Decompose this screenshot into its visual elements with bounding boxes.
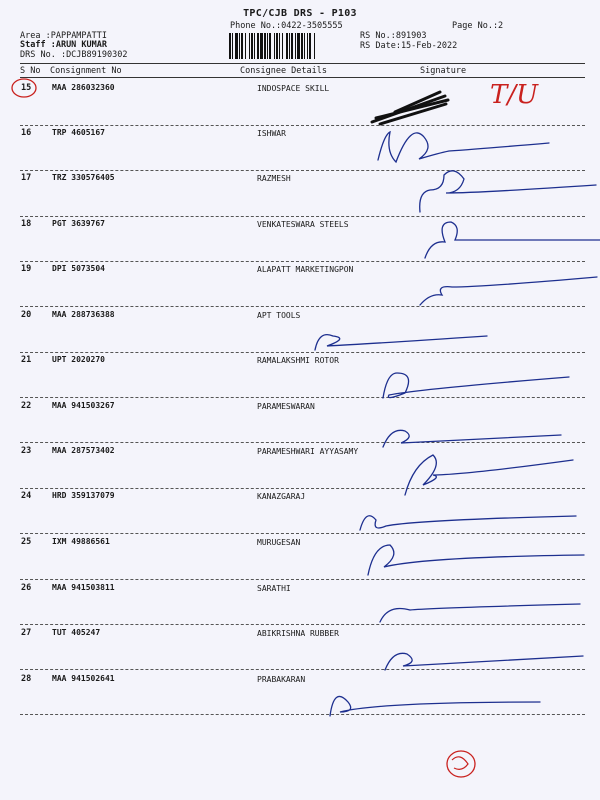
row-sno: 27 — [21, 628, 32, 638]
row-consignment: MAA 941502641 — [52, 674, 115, 683]
row-consignment: IXM 49886561 — [52, 537, 110, 546]
column-consignment: Consignment No — [50, 66, 122, 76]
phone-number: Phone No.:0422-3505555 — [230, 21, 343, 31]
row-consignee: ABIKRISHNA RUBBER — [257, 629, 339, 638]
row-sno: 26 — [21, 583, 32, 593]
rs-number: RS No.:891903 — [360, 31, 427, 41]
handwritten-tu-mark: T/U — [490, 80, 539, 110]
row-consignment: MAA 941503811 — [52, 583, 115, 592]
row-sno: 15 — [21, 83, 32, 93]
row-consignee: MURUGESAN — [257, 538, 301, 547]
row-sno: 17 — [21, 173, 32, 183]
area-label: Area : — [20, 31, 51, 41]
row-sno: 23 — [21, 446, 32, 456]
row-consignee: KANAZGARAJ — [257, 492, 306, 501]
row-sno: 28 — [21, 674, 32, 684]
staff-value: ARUN KUMAR — [55, 40, 108, 50]
row-consignment: MAA 286032360 — [52, 83, 115, 92]
column-signature: Signature — [420, 66, 467, 76]
row-consignee: RAZMESH — [257, 174, 291, 183]
row-sno: 16 — [21, 128, 32, 138]
row-consignee: ALAPATT MARKETINGPON — [257, 265, 354, 274]
drs-label: DRS No. : — [20, 50, 67, 60]
row-consignee: SARATHI — [257, 584, 291, 593]
row-consignment: TRP 4605167 — [52, 128, 105, 137]
row-consignee: PRABAKARAN — [257, 675, 306, 684]
column-consignee: Consignee Details — [240, 66, 327, 76]
row-consignment: HRD 359137079 — [52, 491, 115, 500]
row-consignee: VENKATESWARA STEELS — [257, 220, 349, 229]
row-consignment: TUT 405247 — [52, 628, 101, 637]
row-sno: 24 — [21, 491, 32, 501]
row-consignment: MAA 941503267 — [52, 401, 115, 410]
row-sno: 21 — [21, 355, 32, 365]
document-title: TPC/CJB DRS - P103 — [243, 8, 357, 19]
red-circle-mark — [12, 79, 36, 97]
red-circle-bottom — [447, 751, 475, 777]
signature-strokes — [315, 132, 600, 716]
row-sno: 25 — [21, 537, 32, 547]
red-curl-mark — [452, 757, 468, 770]
row-consignment: TRZ 330576405 — [52, 173, 115, 182]
row-consignment: MAA 287573402 — [52, 446, 115, 455]
staff-label: Staff : — [20, 40, 56, 50]
row-consignment: MAA 288736388 — [52, 310, 115, 319]
row-consignee: INDOSPACE SKILL — [257, 84, 330, 93]
row-sno: 19 — [21, 264, 32, 274]
row-consignee: ISHWAR — [257, 129, 286, 138]
black-scribble — [372, 92, 448, 124]
row-consignment: DPI 5073504 — [52, 264, 105, 273]
row-sno: 18 — [21, 219, 32, 229]
column-sno: S No — [20, 66, 41, 76]
row-consignment: PGT 3639767 — [52, 219, 105, 228]
row-consignment: UPT 2020270 — [52, 355, 105, 364]
page-number: Page No.:2 — [452, 21, 504, 31]
area-value: PAPPAMPATTI — [50, 31, 108, 41]
row-consignee: PARAMESHWARI AYYASAMY — [257, 447, 359, 456]
row-sno: 22 — [21, 401, 32, 411]
row-consignee: PARAMESWARAN — [257, 402, 315, 411]
drs-value: DCJB89190302 — [66, 50, 128, 60]
rs-date: RS Date:15-Feb-2022 — [360, 41, 458, 51]
row-sno: 20 — [21, 310, 32, 320]
row-consignee: RAMALAKSHMI ROTOR — [257, 356, 339, 365]
row-consignee: APT TOOLS — [257, 311, 301, 320]
